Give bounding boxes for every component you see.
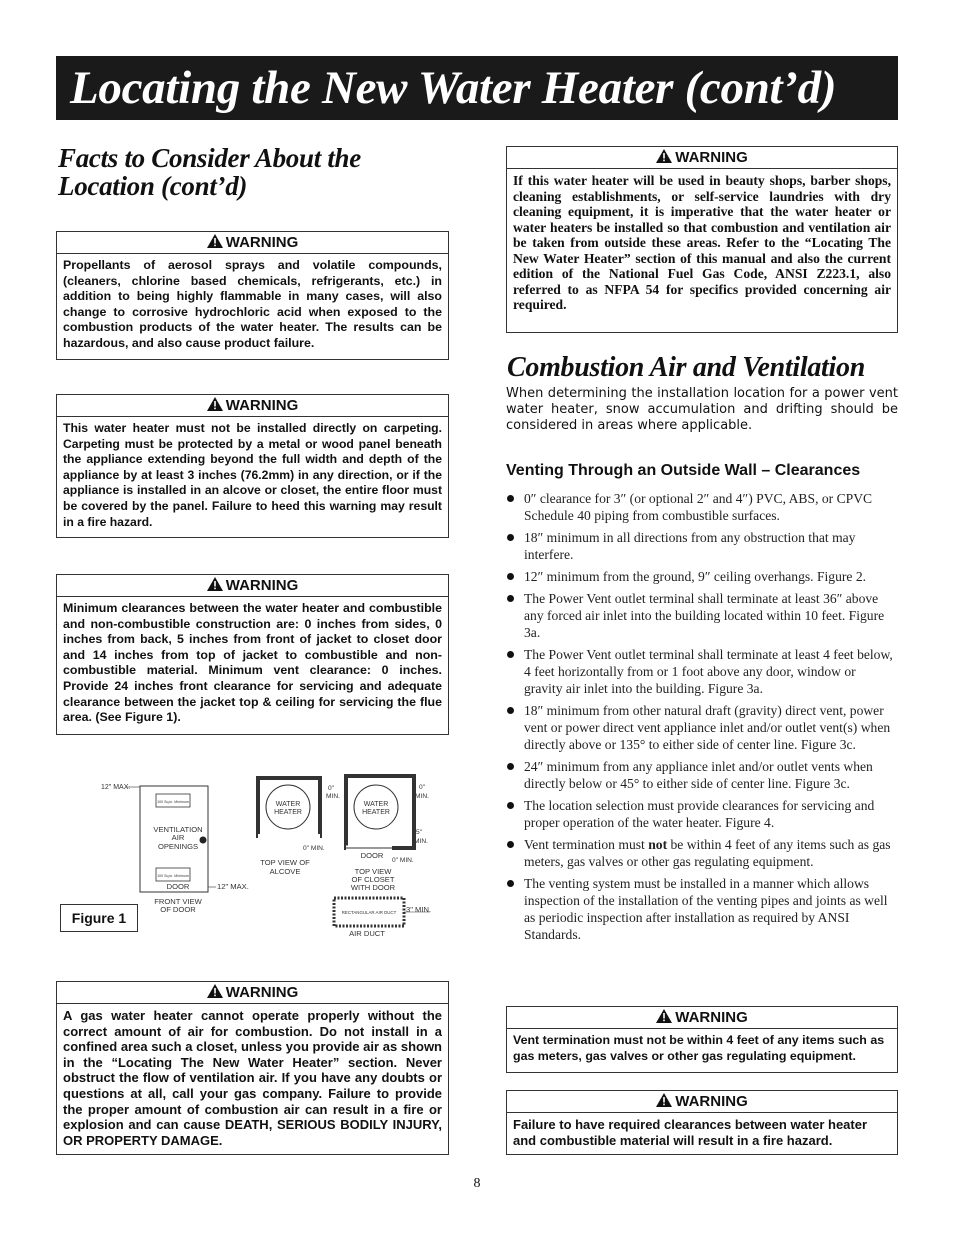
ventilation-label: VENTILATION — [153, 825, 203, 834]
warning-box-carpeting — [56, 394, 449, 538]
zero-label-closet: 0" — [419, 784, 426, 791]
bullet-icon — [507, 880, 514, 887]
warning-label: WARNING — [225, 234, 299, 251]
bullet-icon — [507, 763, 514, 770]
max12-top-label: 12" MAX. — [101, 784, 131, 791]
warning-box-fire-hazard — [506, 1090, 898, 1155]
warning-triangle-icon — [207, 396, 223, 417]
bullet-item — [507, 758, 897, 792]
water-label: WATER — [275, 801, 301, 808]
alcove-label: ALCOVE — [269, 867, 301, 876]
bullet-item — [507, 702, 897, 753]
warning-triangle-icon — [656, 1008, 672, 1029]
figure-1-label: Figure 1 — [60, 904, 138, 932]
warning-triangle-icon — [207, 576, 223, 597]
bullet-text: 12″ minimum from the ground, 9″ ceiling overhangs. Figure 2. — [524, 569, 867, 584]
three-min-label: 3" MIN. — [406, 905, 432, 914]
max12-bottom-label: 12" MAX. — [217, 882, 249, 891]
warning-label: WARNING — [675, 1093, 748, 1110]
warning-box-beauty-shops — [506, 146, 898, 333]
front-view-label: FRONT VIEW — [154, 897, 202, 906]
of-door-label: OF DOOR — [160, 905, 196, 914]
clearances-bullet-list — [507, 490, 897, 948]
min-label-five: MIN. — [414, 838, 428, 845]
warning-text: This water heater must not be installed directly on carpeting. Carpeting must be protected by a metal or wood panel beneath the appliance extending beyond the full width and depth of the appliance by at least 3 inches (76.2mm) in any direction, or if the appliance is installed in an alcove or closet, the entire floor must be covered by the panel. Failure to heed this warning may result in a fire hazard. — [63, 421, 442, 529]
venting-subheading: Venting Through an Outside Wall – Clearances — [506, 462, 861, 479]
bullet-item — [507, 836, 897, 870]
warning-box-clearances — [56, 574, 449, 735]
page-title: Locating the New Water Heater (cont’d) — [56, 56, 898, 120]
bullet-item — [507, 646, 897, 697]
bullet-text: The location selection must provide clearances for servicing and proper operation of the water heater. Figure 4. — [524, 798, 875, 830]
bullet-text: The venting system must be installed in a manner which allows inspection of the installation of the venting pipes and joints as well as periodic inspection after installation as required by ANSI Standards. — [524, 876, 888, 942]
bullet-icon — [507, 802, 514, 809]
bullet-text: 18″ minimum in all directions from any obstruction that may interfere. — [524, 530, 856, 562]
bullet-text: 24″ minimum from any appliance inlet and/or outlet vents when directly below or 45° to either side of center line. Figure 3c. — [524, 759, 873, 791]
top-view-label: TOP VIEW — [354, 867, 392, 876]
bullet-item — [507, 568, 897, 585]
warning-text: A gas water heater cannot operate properly without the correct amount of air for combustion. Do not install in a confined area such a closet, unless you provide air as shown in the “Locating The New Water Heater” section. Never obstruct the flow of ventilation air. If you have any doubts or questions at all, call your gas company. Failure to provide the proper amount of combustion air can result in a fire or explosion and can cause DEATH, SERIOUS BODILY INJURY, OR PROPERTY DAMAGE. — [63, 1008, 442, 1148]
figure-1-diagram — [96, 770, 442, 940]
warning-text: Minimum clearances between the water heater and combustible and non-combustible construction are: 0 inches from sides, 0 inches from back, 5 inches from front of jacket to closet door and 14 inches from top of jacket to combustible and non-combustible material. Minimum vent clearance: 0 inches. Provide 24 inches front clearance for servicing and adequate clearance between the jacket top & ceiling for servicing the flue area. (See Figure 1). — [63, 601, 442, 725]
air-label: AIR — [171, 833, 185, 842]
left-section-heading: Facts to Consider About the Location (cont’d) — [58, 143, 361, 201]
warning-header — [507, 1091, 897, 1113]
closet-top-view — [346, 776, 429, 892]
warning-label: WARNING — [225, 577, 299, 594]
bullet-item — [507, 529, 897, 563]
rect-duct-label: RECTANGULAR AIR DUCT — [341, 910, 397, 915]
bullet-icon — [507, 707, 514, 714]
heater-label-closet: HEATER — [362, 809, 390, 816]
openings-label: OPENINGS — [157, 842, 199, 851]
warning-label: WARNING — [225, 984, 299, 1001]
page-number: 8 — [473, 1176, 481, 1191]
warning-box-vent-termination — [506, 1006, 898, 1073]
warning-header — [57, 982, 448, 1004]
bullet-text: The Power Vent outlet terminal shall terminate at least 4 feet below, 4 feet horizontally from or 1 foot above any door, window or gravity air inlet into the building. Figure 3a. — [524, 647, 893, 696]
heater-label: HEATER — [274, 809, 302, 816]
min-label-closet: MIN. — [415, 793, 429, 800]
bullet-icon — [507, 651, 514, 658]
bullet-icon — [507, 595, 514, 602]
with-door-label: WITH DOOR — [350, 883, 396, 892]
of-closet-label: OF CLOSET — [351, 875, 395, 884]
bullet-item — [507, 590, 897, 641]
five-label: 5" — [416, 829, 423, 836]
warning-header — [507, 147, 897, 169]
bullet-text: Vent termination must not be within 4 feet of any items such as gas meters, gas valves or other gas regulating equipment. — [524, 837, 891, 869]
combustion-air-heading: Combustion Air and Ventilation — [507, 352, 865, 383]
bullet-text: The Power Vent outlet terminal shall terminate at least 36″ above any forced air inlet into the building located within 10 feet. Figure 3a. — [524, 591, 885, 640]
top-view-of-label: TOP VIEW OF — [260, 858, 310, 867]
air-duct-label: AIR DUCT — [349, 929, 385, 938]
bullet-icon — [507, 573, 514, 580]
warning-text: Vent termination must not be within 4 feet of any items such as gas meters, gas valves or other gas regulating equipment. — [513, 1033, 885, 1063]
bullet-icon — [507, 841, 514, 848]
warning-header — [57, 232, 448, 254]
zero-min-closet-label: 0" MIN. — [392, 857, 414, 864]
bullet-icon — [507, 495, 514, 502]
min-label: MIN. — [326, 793, 340, 800]
combustion-intro-text: When determining the installation location for a power vent water heater, snow accumulation and drifting should be considered in areas where applicable. — [506, 386, 898, 433]
front-view-door — [101, 784, 249, 914]
warning-box-aerosol — [56, 231, 449, 360]
bullet-item — [507, 875, 897, 943]
warning-header — [507, 1007, 897, 1029]
warning-label: WARNING — [675, 1009, 748, 1026]
warning-text: Propellants of aerosol sprays and volatile compounds, (cleaners, chlorine based chemicals, refrigerants, etc.) in addition to being highly flammable in many cases, will also change to corrosive hydrochloric acid when exposed to the combustion products of the water heater. The results can be hazardous, and also cause product failure. — [63, 258, 442, 350]
warning-triangle-icon — [656, 148, 672, 169]
warning-triangle-icon — [207, 983, 223, 1004]
warning-label: WARNING — [675, 149, 748, 166]
warning-text: Failure to have required clearances between water heater and combustible material will result in a fire hazard. — [513, 1117, 868, 1148]
zero-label: 0" — [328, 785, 335, 792]
sq-in-bottom-label: 100 Sq.in. Minimum — [157, 874, 189, 878]
bullet-item — [507, 797, 897, 831]
warning-text: If this water heater will be used in beauty shops, barber shops, cleaning establishments, or self-service laundries with dry cleaning equipment, it is imperative that the water heater or water heaters be installed so that combustion and ventilation air be taken from outside these areas. Refer to the “Locating The New Water Heater” section of this manual and also the current edition of the National Fuel Gas Code, ANSI Z223.1, also referred to as NFPA 54 for specifics provided concerning air required. — [513, 173, 891, 312]
closet-door-label: DOOR — [360, 851, 384, 860]
warning-triangle-icon — [207, 233, 223, 254]
warning-header — [57, 395, 448, 417]
air-duct — [334, 898, 431, 938]
alcove-top-view — [258, 778, 340, 876]
bullet-text: 18″ minimum from other natural draft (gravity) direct vent, power vent or power direct vent appliance inlet and/or outlet vent(s) when directly above or 135° to either side of center line. Figure 3c. — [524, 703, 891, 752]
warning-header — [57, 575, 448, 597]
bullet-icon — [507, 534, 514, 541]
warning-box-combustion-air — [56, 981, 449, 1155]
sq-in-top-label: 100 Sq.in. Minimum — [157, 800, 189, 804]
zero-min-label: 0" MIN. — [303, 845, 325, 852]
water-label-closet: WATER — [363, 801, 389, 808]
bullet-text: 0″ clearance for 3″ (or optional 2″ and 4″) PVC, ABS, or CPVC Schedule 40 piping from combustible surfaces. — [524, 491, 873, 523]
bullet-item — [507, 490, 897, 524]
door-label: DOOR — [166, 882, 190, 891]
warning-label: WARNING — [225, 397, 299, 414]
warning-triangle-icon — [656, 1092, 672, 1113]
